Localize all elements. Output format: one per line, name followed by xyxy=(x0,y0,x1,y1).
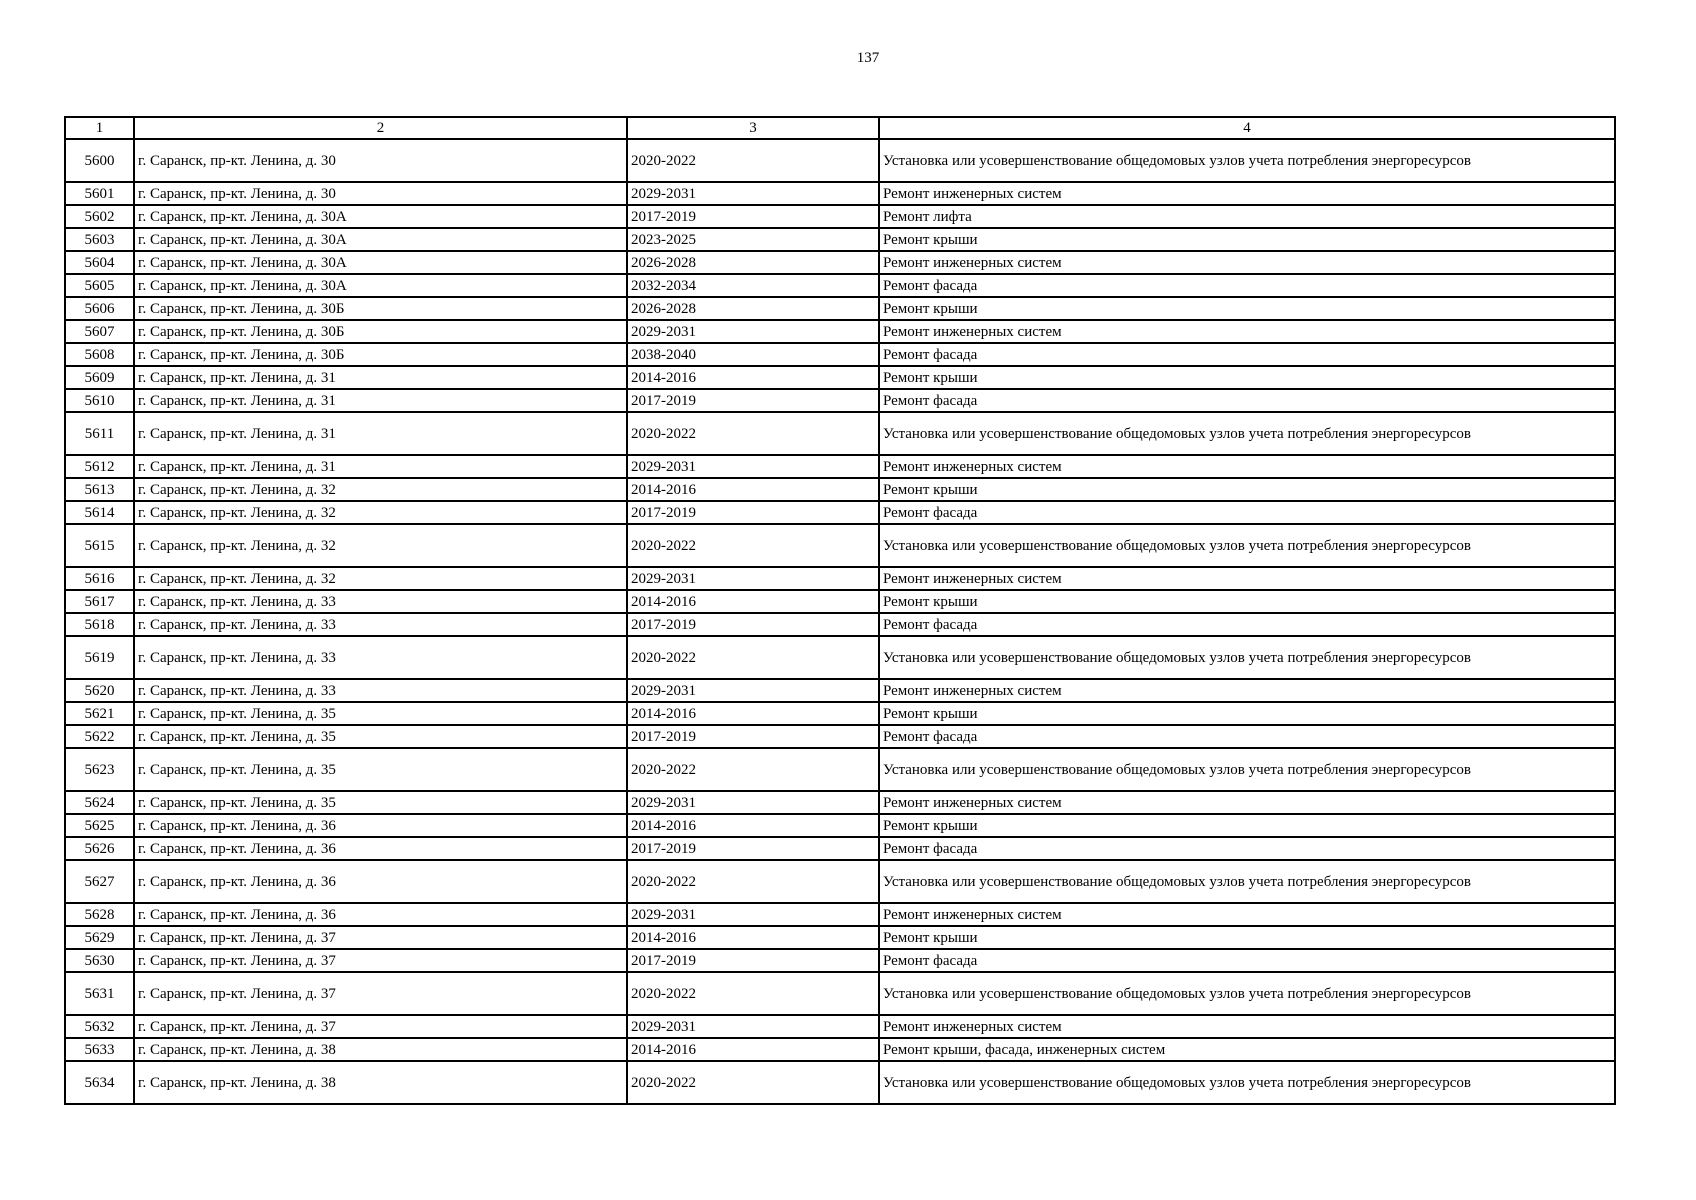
row-number-cell: 5606 xyxy=(65,297,134,320)
row-number-cell: 5622 xyxy=(65,725,134,748)
row-number-cell: 5633 xyxy=(65,1038,134,1061)
header-cell-work: 4 xyxy=(879,117,1615,139)
work-type-cell: Ремонт крыши xyxy=(879,228,1615,251)
table-row xyxy=(65,524,1615,567)
table-header xyxy=(65,117,1615,139)
address-cell: г. Саранск, пр-кт. Ленина, д. 36 xyxy=(134,903,627,926)
table-row xyxy=(65,613,1615,636)
period-cell: 2014-2016 xyxy=(627,814,879,837)
table-row xyxy=(65,949,1615,972)
table-row xyxy=(65,679,1615,702)
table-row xyxy=(65,251,1615,274)
address-cell: г. Саранск, пр-кт. Ленина, д. 35 xyxy=(134,702,627,725)
work-type-cell: Ремонт лифта xyxy=(879,205,1615,228)
row-number-cell: 5628 xyxy=(65,903,134,926)
period-cell: 2020-2022 xyxy=(627,972,879,1015)
address-cell: г. Саранск, пр-кт. Ленина, д. 37 xyxy=(134,926,627,949)
address-cell: г. Саранск, пр-кт. Ленина, д. 31 xyxy=(134,366,627,389)
period-cell: 2026-2028 xyxy=(627,251,879,274)
row-number-cell: 5623 xyxy=(65,748,134,791)
address-cell: г. Саранск, пр-кт. Ленина, д. 37 xyxy=(134,949,627,972)
header-cell-number: 1 xyxy=(65,117,134,139)
address-cell: г. Саранск, пр-кт. Ленина, д. 32 xyxy=(134,478,627,501)
table-row xyxy=(65,1015,1615,1038)
work-type-cell: Установка или усовершенствование общедомовых узлов учета потребления энергоресурсов xyxy=(879,860,1615,903)
address-cell: г. Саранск, пр-кт. Ленина, д. 35 xyxy=(134,791,627,814)
table-row xyxy=(65,1038,1615,1061)
address-cell: г. Саранск, пр-кт. Ленина, д. 32 xyxy=(134,524,627,567)
period-cell: 2020-2022 xyxy=(627,139,879,182)
work-type-cell: Ремонт инженерных систем xyxy=(879,320,1615,343)
period-cell: 2029-2031 xyxy=(627,455,879,478)
period-cell: 2032-2034 xyxy=(627,274,879,297)
row-number-cell: 5615 xyxy=(65,524,134,567)
table-row xyxy=(65,478,1615,501)
address-cell: г. Саранск, пр-кт. Ленина, д. 38 xyxy=(134,1038,627,1061)
work-type-cell: Установка или усовершенствование общедомовых узлов учета потребления энергоресурсов xyxy=(879,139,1615,182)
period-cell: 2017-2019 xyxy=(627,725,879,748)
table-row xyxy=(65,903,1615,926)
table-row xyxy=(65,567,1615,590)
period-cell: 2020-2022 xyxy=(627,636,879,679)
address-cell: г. Саранск, пр-кт. Ленина, д. 32 xyxy=(134,567,627,590)
period-cell: 2029-2031 xyxy=(627,567,879,590)
table-row xyxy=(65,501,1615,524)
row-number-cell: 5609 xyxy=(65,366,134,389)
period-cell: 2029-2031 xyxy=(627,679,879,702)
address-cell: г. Саранск, пр-кт. Ленина, д. 36 xyxy=(134,860,627,903)
table-row xyxy=(65,274,1615,297)
period-cell: 2020-2022 xyxy=(627,412,879,455)
table-row xyxy=(65,205,1615,228)
address-cell: г. Саранск, пр-кт. Ленина, д. 33 xyxy=(134,636,627,679)
address-cell: г. Саранск, пр-кт. Ленина, д. 30Б xyxy=(134,320,627,343)
table-row xyxy=(65,926,1615,949)
table-row xyxy=(65,366,1615,389)
work-type-cell: Ремонт инженерных систем xyxy=(879,567,1615,590)
table-row xyxy=(65,860,1615,903)
row-number-cell: 5613 xyxy=(65,478,134,501)
row-number-cell: 5627 xyxy=(65,860,134,903)
work-type-cell: Установка или усовершенствование общедомовых узлов учета потребления энергоресурсов xyxy=(879,524,1615,567)
work-type-cell: Ремонт фасада xyxy=(879,613,1615,636)
table-row xyxy=(65,837,1615,860)
period-cell: 2038-2040 xyxy=(627,343,879,366)
table-row xyxy=(65,455,1615,478)
table-body xyxy=(65,139,1615,1104)
work-type-cell: Установка или усовершенствование общедомовых узлов учета потребления энергоресурсов xyxy=(879,1061,1615,1104)
address-cell: г. Саранск, пр-кт. Ленина, д. 30 xyxy=(134,182,627,205)
period-cell: 2020-2022 xyxy=(627,1061,879,1104)
row-number-cell: 5610 xyxy=(65,389,134,412)
period-cell: 2017-2019 xyxy=(627,837,879,860)
work-type-cell: Ремонт крыши xyxy=(879,366,1615,389)
table-row xyxy=(65,412,1615,455)
address-cell: г. Саранск, пр-кт. Ленина, д. 33 xyxy=(134,679,627,702)
table-row xyxy=(65,297,1615,320)
work-type-cell: Ремонт фасада xyxy=(879,343,1615,366)
table-row xyxy=(65,139,1615,182)
row-number-cell: 5603 xyxy=(65,228,134,251)
work-type-cell: Ремонт инженерных систем xyxy=(879,791,1615,814)
table-row xyxy=(65,814,1615,837)
address-cell: г. Саранск, пр-кт. Ленина, д. 31 xyxy=(134,455,627,478)
row-number-cell: 5625 xyxy=(65,814,134,837)
period-cell: 2014-2016 xyxy=(627,702,879,725)
row-number-cell: 5630 xyxy=(65,949,134,972)
row-number-cell: 5634 xyxy=(65,1061,134,1104)
period-cell: 2014-2016 xyxy=(627,590,879,613)
row-number-cell: 5607 xyxy=(65,320,134,343)
header-cell-address: 2 xyxy=(134,117,627,139)
table-row xyxy=(65,343,1615,366)
period-cell: 2029-2031 xyxy=(627,1015,879,1038)
row-number-cell: 5614 xyxy=(65,501,134,524)
work-type-cell: Ремонт инженерных систем xyxy=(879,903,1615,926)
address-cell: г. Саранск, пр-кт. Ленина, д. 31 xyxy=(134,412,627,455)
work-type-cell: Ремонт фасада xyxy=(879,837,1615,860)
table-row xyxy=(65,748,1615,791)
work-type-cell: Ремонт крыши, фасада, инженерных систем xyxy=(879,1038,1615,1061)
period-cell: 2014-2016 xyxy=(627,1038,879,1061)
work-type-cell: Ремонт крыши xyxy=(879,478,1615,501)
row-number-cell: 5612 xyxy=(65,455,134,478)
row-number-cell: 5626 xyxy=(65,837,134,860)
period-cell: 2020-2022 xyxy=(627,524,879,567)
address-cell: г. Саранск, пр-кт. Ленина, д. 33 xyxy=(134,590,627,613)
row-number-cell: 5602 xyxy=(65,205,134,228)
table-row xyxy=(65,972,1615,1015)
table-row xyxy=(65,636,1615,679)
row-number-cell: 5600 xyxy=(65,139,134,182)
work-type-cell: Ремонт инженерных систем xyxy=(879,455,1615,478)
period-cell: 2014-2016 xyxy=(627,366,879,389)
address-cell: г. Саранск, пр-кт. Ленина, д. 30Б xyxy=(134,297,627,320)
row-number-cell: 5611 xyxy=(65,412,134,455)
address-cell: г. Саранск, пр-кт. Ленина, д. 30А xyxy=(134,228,627,251)
work-type-cell: Ремонт крыши xyxy=(879,702,1615,725)
row-number-cell: 5629 xyxy=(65,926,134,949)
work-type-cell: Установка или усовершенствование общедомовых узлов учета потребления энергоресурсов xyxy=(879,412,1615,455)
address-cell: г. Саранск, пр-кт. Ленина, д. 30А xyxy=(134,274,627,297)
header-cell-period: 3 xyxy=(627,117,879,139)
address-cell: г. Саранск, пр-кт. Ленина, д. 32 xyxy=(134,501,627,524)
table-row xyxy=(65,702,1615,725)
work-type-cell: Ремонт инженерных систем xyxy=(879,1015,1615,1038)
work-type-cell: Ремонт фасада xyxy=(879,725,1615,748)
period-cell: 2020-2022 xyxy=(627,748,879,791)
row-number-cell: 5608 xyxy=(65,343,134,366)
address-cell: г. Саранск, пр-кт. Ленина, д. 37 xyxy=(134,1015,627,1038)
period-cell: 2023-2025 xyxy=(627,228,879,251)
period-cell: 2020-2022 xyxy=(627,860,879,903)
row-number-cell: 5631 xyxy=(65,972,134,1015)
work-type-cell: Ремонт крыши xyxy=(879,297,1615,320)
period-cell: 2017-2019 xyxy=(627,501,879,524)
row-number-cell: 5617 xyxy=(65,590,134,613)
header-row xyxy=(65,117,1615,139)
address-cell: г. Саранск, пр-кт. Ленина, д. 35 xyxy=(134,725,627,748)
work-type-cell: Ремонт инженерных систем xyxy=(879,251,1615,274)
row-number-cell: 5601 xyxy=(65,182,134,205)
address-cell: г. Саранск, пр-кт. Ленина, д. 30А xyxy=(134,251,627,274)
work-type-cell: Установка или усовершенствование общедомовых узлов учета потребления энергоресурсов xyxy=(879,748,1615,791)
period-cell: 2029-2031 xyxy=(627,182,879,205)
address-cell: г. Саранск, пр-кт. Ленина, д. 30А xyxy=(134,205,627,228)
row-number-cell: 5616 xyxy=(65,567,134,590)
row-number-cell: 5604 xyxy=(65,251,134,274)
address-cell: г. Саранск, пр-кт. Ленина, д. 36 xyxy=(134,814,627,837)
address-cell: г. Саранск, пр-кт. Ленина, д. 35 xyxy=(134,748,627,791)
address-cell: г. Саранск, пр-кт. Ленина, д. 30 xyxy=(134,139,627,182)
work-type-cell: Ремонт фасада xyxy=(879,501,1615,524)
period-cell: 2014-2016 xyxy=(627,478,879,501)
period-cell: 2029-2031 xyxy=(627,320,879,343)
row-number-cell: 5619 xyxy=(65,636,134,679)
row-number-cell: 5624 xyxy=(65,791,134,814)
table-row xyxy=(65,389,1615,412)
table-row xyxy=(65,725,1615,748)
address-cell: г. Саранск, пр-кт. Ленина, д. 33 xyxy=(134,613,627,636)
address-cell: г. Саранск, пр-кт. Ленина, д. 36 xyxy=(134,837,627,860)
work-type-cell: Ремонт крыши xyxy=(879,590,1615,613)
work-type-cell: Ремонт крыши xyxy=(879,814,1615,837)
table-row xyxy=(65,791,1615,814)
row-number-cell: 5620 xyxy=(65,679,134,702)
address-cell: г. Саранск, пр-кт. Ленина, д. 30Б xyxy=(134,343,627,366)
period-cell: 2017-2019 xyxy=(627,205,879,228)
address-cell: г. Саранск, пр-кт. Ленина, д. 37 xyxy=(134,972,627,1015)
row-number-cell: 5605 xyxy=(65,274,134,297)
period-cell: 2017-2019 xyxy=(627,949,879,972)
period-cell: 2029-2031 xyxy=(627,903,879,926)
register-table xyxy=(64,116,1616,1105)
page-number: 137 xyxy=(856,50,880,66)
address-cell: г. Саранск, пр-кт. Ленина, д. 31 xyxy=(134,389,627,412)
period-cell: 2014-2016 xyxy=(627,926,879,949)
row-number-cell: 5621 xyxy=(65,702,134,725)
row-number-cell: 5618 xyxy=(65,613,134,636)
work-type-cell: Ремонт инженерных систем xyxy=(879,182,1615,205)
table-row xyxy=(65,228,1615,251)
period-cell: 2029-2031 xyxy=(627,791,879,814)
work-type-cell: Ремонт крыши xyxy=(879,926,1615,949)
work-type-cell: Ремонт фасада xyxy=(879,949,1615,972)
work-type-cell: Ремонт фасада xyxy=(879,274,1615,297)
work-type-cell: Ремонт инженерных систем xyxy=(879,679,1615,702)
table-row xyxy=(65,320,1615,343)
work-type-cell: Ремонт фасада xyxy=(879,389,1615,412)
period-cell: 2017-2019 xyxy=(627,389,879,412)
period-cell: 2017-2019 xyxy=(627,613,879,636)
row-number-cell: 5632 xyxy=(65,1015,134,1038)
work-type-cell: Установка или усовершенствование общедомовых узлов учета потребления энергоресурсов xyxy=(879,636,1615,679)
work-type-cell: Установка или усовершенствование общедомовых узлов учета потребления энергоресурсов xyxy=(879,972,1615,1015)
table-row xyxy=(65,1061,1615,1104)
table-row xyxy=(65,590,1615,613)
address-cell: г. Саранск, пр-кт. Ленина, д. 38 xyxy=(134,1061,627,1104)
table-row xyxy=(65,182,1615,205)
period-cell: 2026-2028 xyxy=(627,297,879,320)
